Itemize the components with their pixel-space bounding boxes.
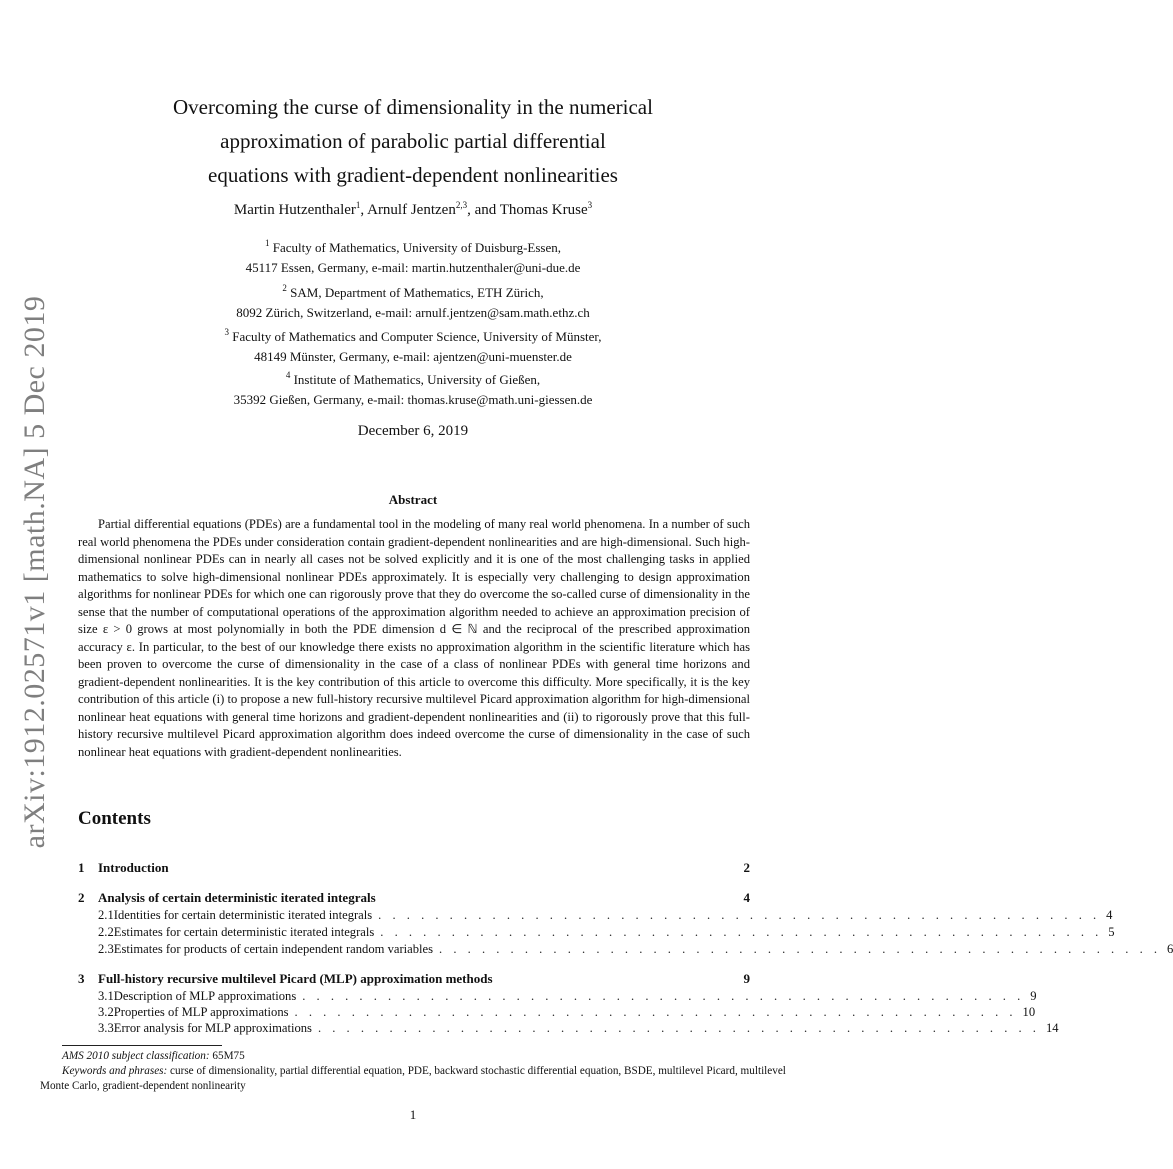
msc-value: 65M75 bbox=[212, 1050, 245, 1062]
toc-subsection-3-3[interactable] bbox=[98, 1021, 1059, 1036]
toc-subsection-number: 3.3 bbox=[98, 1021, 114, 1035]
footnote-rule bbox=[62, 1045, 222, 1046]
toc-subsection-title: Identities for certain deterministic iterated integrals bbox=[113, 908, 373, 922]
toc-section-1[interactable] bbox=[78, 860, 750, 876]
keywords-value: curse of dimensionality, partial differential equation, PDE, backward stochastic differential equation, BSDE, multilevel Picard, multilevel Monte Carlo, gradient-dependent nonlinearity bbox=[40, 1065, 786, 1092]
toc-leader-dots: . . . . . . . . . . . . . . . . . . . . . . . . . . . . . . . . . . . . . . . . . . . . . . . . . . . bbox=[302, 989, 1025, 1003]
affiliation-line: 8092 Zürich, Switzerland, e-mail: arnulf.jentzen@sam.math.ethz.ch bbox=[236, 305, 590, 320]
toc-subsection-page: 4 bbox=[1106, 908, 1113, 922]
toc-section-page: 4 bbox=[743, 890, 750, 905]
toc-subsection-page: 9 bbox=[1030, 989, 1037, 1003]
affiliation-line: Faculty of Mathematics and Computer Science, University of Münster, bbox=[232, 329, 602, 344]
author-affiliation-mark: 3 bbox=[587, 200, 593, 210]
toc-section-2[interactable] bbox=[78, 890, 750, 906]
toc-section-title: Introduction bbox=[98, 860, 169, 875]
author-separator: , and bbox=[467, 202, 500, 218]
affiliation-line: Faculty of Mathematics, University of Duisburg-Essen, bbox=[272, 240, 561, 255]
toc-subsection-2-2[interactable] bbox=[98, 925, 1115, 940]
affiliation-line: 48149 Münster, Germany, e-mail: ajentzen@uni-muenster.de bbox=[254, 349, 572, 364]
author-affiliation-mark: 1 bbox=[355, 200, 361, 210]
toc-section-title: Full-history recursive multilevel Picard (MLP) approximation methods bbox=[98, 971, 493, 986]
author-name: Thomas Kruse bbox=[499, 202, 588, 218]
affiliation-line: Institute of Mathematics, University of Gießen, bbox=[293, 372, 541, 387]
toc-subsection-3-2[interactable] bbox=[98, 1005, 1036, 1020]
affiliation-line: 45117 Essen, Germany, e-mail: martin.hutzenthaler@uni-due.de bbox=[245, 260, 581, 275]
abstract-heading: Abstract bbox=[388, 492, 438, 507]
toc-subsection-number: 2.1 bbox=[98, 908, 114, 922]
toc-subsection-title: Properties of MLP approximations bbox=[113, 1005, 289, 1019]
toc-leader-dots: . . . . . . . . . . . . . . . . . . . . . . . . . . . . . . . . . . . . . . . . . . . . . . . . . . . bbox=[317, 1021, 1040, 1035]
arxiv-stamp: arXiv:1912.02571v1 [math.NA] 5 Dec 2019 bbox=[18, 295, 51, 849]
affiliation-1 bbox=[0, 238, 826, 278]
affiliation-mark: 2 bbox=[282, 283, 287, 293]
contents-heading: Contents bbox=[78, 808, 151, 829]
affiliation-mark: 4 bbox=[285, 370, 291, 380]
paper-date: December 6, 2019 bbox=[357, 423, 469, 439]
toc-subsection-title: Estimates for products of certain independent random variables bbox=[113, 942, 434, 956]
toc-leader-dots: . . . . . . . . . . . . . . . . . . . . . . . . . . . . . . . . . . . . . . . . . . . . . . . . . . . bbox=[378, 908, 1101, 922]
toc-subsection-number: 3.1 bbox=[98, 989, 114, 1003]
toc-section-number: 1 bbox=[78, 860, 85, 875]
author-separator: , bbox=[360, 202, 368, 218]
toc-subsection-page: 6 bbox=[1167, 942, 1173, 956]
author-affiliation-mark: 2,3 bbox=[455, 200, 468, 210]
affiliation-mark: 1 bbox=[265, 238, 270, 248]
toc-section-page: 2 bbox=[743, 860, 750, 875]
toc-subsection-title: Description of MLP approximations bbox=[113, 989, 297, 1003]
toc-subsection-number: 3.2 bbox=[98, 1005, 114, 1019]
toc-subsection-title: Error analysis for MLP approximations bbox=[113, 1021, 312, 1035]
toc-subsection-page: 5 bbox=[1108, 925, 1115, 939]
toc-subsection-3-1[interactable] bbox=[98, 989, 1037, 1004]
toc-subsection-number: 2.3 bbox=[98, 942, 114, 956]
toc-section-page: 9 bbox=[743, 971, 750, 986]
title-line: approximation of parabolic partial differential bbox=[220, 129, 606, 153]
msc-label: AMS 2010 subject classification: bbox=[62, 1050, 210, 1062]
keywords-label: Keywords and phrases: bbox=[62, 1065, 168, 1077]
title-line: equations with gradient-dependent nonlinearities bbox=[208, 163, 618, 187]
footnote bbox=[40, 1049, 790, 1094]
toc-subsection-number: 2.2 bbox=[98, 925, 114, 939]
page-number: 1 bbox=[409, 1107, 417, 1122]
toc-subsection-page: 14 bbox=[1045, 1021, 1059, 1035]
author-list bbox=[0, 202, 826, 219]
title-line: Overcoming the curse of dimensionality in the numerical bbox=[173, 95, 653, 119]
toc-subsection-2-1[interactable] bbox=[98, 908, 1113, 923]
toc-section-number: 2 bbox=[78, 890, 85, 905]
author-name: Arnulf Jentzen bbox=[367, 202, 456, 218]
toc-leader-dots: . . . . . . . . . . . . . . . . . . . . . . . . . . . . . . . . . . . . . . . . . . . . . . . . . . . bbox=[439, 942, 1162, 956]
toc-section-number: 3 bbox=[78, 971, 85, 986]
affiliation-mark: 3 bbox=[224, 327, 230, 337]
affiliation-4 bbox=[0, 370, 826, 410]
affiliation-line: 35392 Gießen, Germany, e-mail: thomas.kruse@math.uni-giessen.de bbox=[233, 392, 593, 407]
affiliation-2 bbox=[0, 283, 826, 323]
toc-section-3[interactable] bbox=[78, 971, 750, 987]
toc-subsection-title: Estimates for certain deterministic iterated integrals bbox=[113, 925, 375, 939]
toc-section-title: Analysis of certain deterministic iterated integrals bbox=[98, 890, 376, 905]
toc-subsection-2-3[interactable] bbox=[98, 942, 1173, 957]
affiliation-3 bbox=[0, 327, 826, 367]
abstract-text: Partial differential equations (PDEs) are a fundamental tool in the modeling of many real world phenomena. In a number of such real world phenomena the PDEs under consideration contain gradient-dependent nonlinearities and are high-dimensional. Such high-dimensional nonlinear PDEs can in nearly all cases not be solved explicitly and it is one of the most challenging tasks in applied mathematics to solve high-dimensional nonlinear PDEs approximately. It is especially very challenging to design approximation algorithms for nonlinear PDEs for which one can rigorously prove that they do overcome the so-called curse of dimensionality in the sense that the number of computational operations of the approximation algorithm needed to achieve an approximation precision of size ε > 0 grows at most polynomially in both the PDE dimension d ∈ ℕ and the reciprocal of the prescribed approximation accuracy ε. In particular, to the best of our knowledge there exists no approximation algorithm in the scientific literature which has been proven to overcome the curse of dimensionality in the case of a class of nonlinear PDEs with general time horizons and gradient-dependent nonlinearities. It is the key contribution of this article to overcome this difficulty. More specifically, it is the key contribution of this article (i) to propose a new full-history recursive multilevel Picard approximation algorithm for high-dimensional nonlinear heat equations with general time horizons and gradient-dependent nonlinearities and (ii) to rigorously prove that this full-history recursive multilevel Picard approximation algorithm does indeed overcome the curse of dimensionality in the case of such nonlinear heat equations with gradient-dependent nonlinearities. bbox=[78, 517, 750, 759]
toc-subsection-page: 10 bbox=[1022, 1005, 1036, 1019]
toc-leader-dots: . . . . . . . . . . . . . . . . . . . . . . . . . . . . . . . . . . . . . . . . . . . . . . . . . . . bbox=[380, 925, 1103, 939]
paper-title bbox=[0, 90, 826, 192]
toc-leader-dots: . . . . . . . . . . . . . . . . . . . . . . . . . . . . . . . . . . . . . . . . . . . . . . . . . . . bbox=[294, 1005, 1017, 1019]
author-name: Martin Hutzenthaler bbox=[233, 202, 356, 218]
affiliation-line: SAM, Department of Mathematics, ETH Zürich, bbox=[290, 285, 544, 300]
